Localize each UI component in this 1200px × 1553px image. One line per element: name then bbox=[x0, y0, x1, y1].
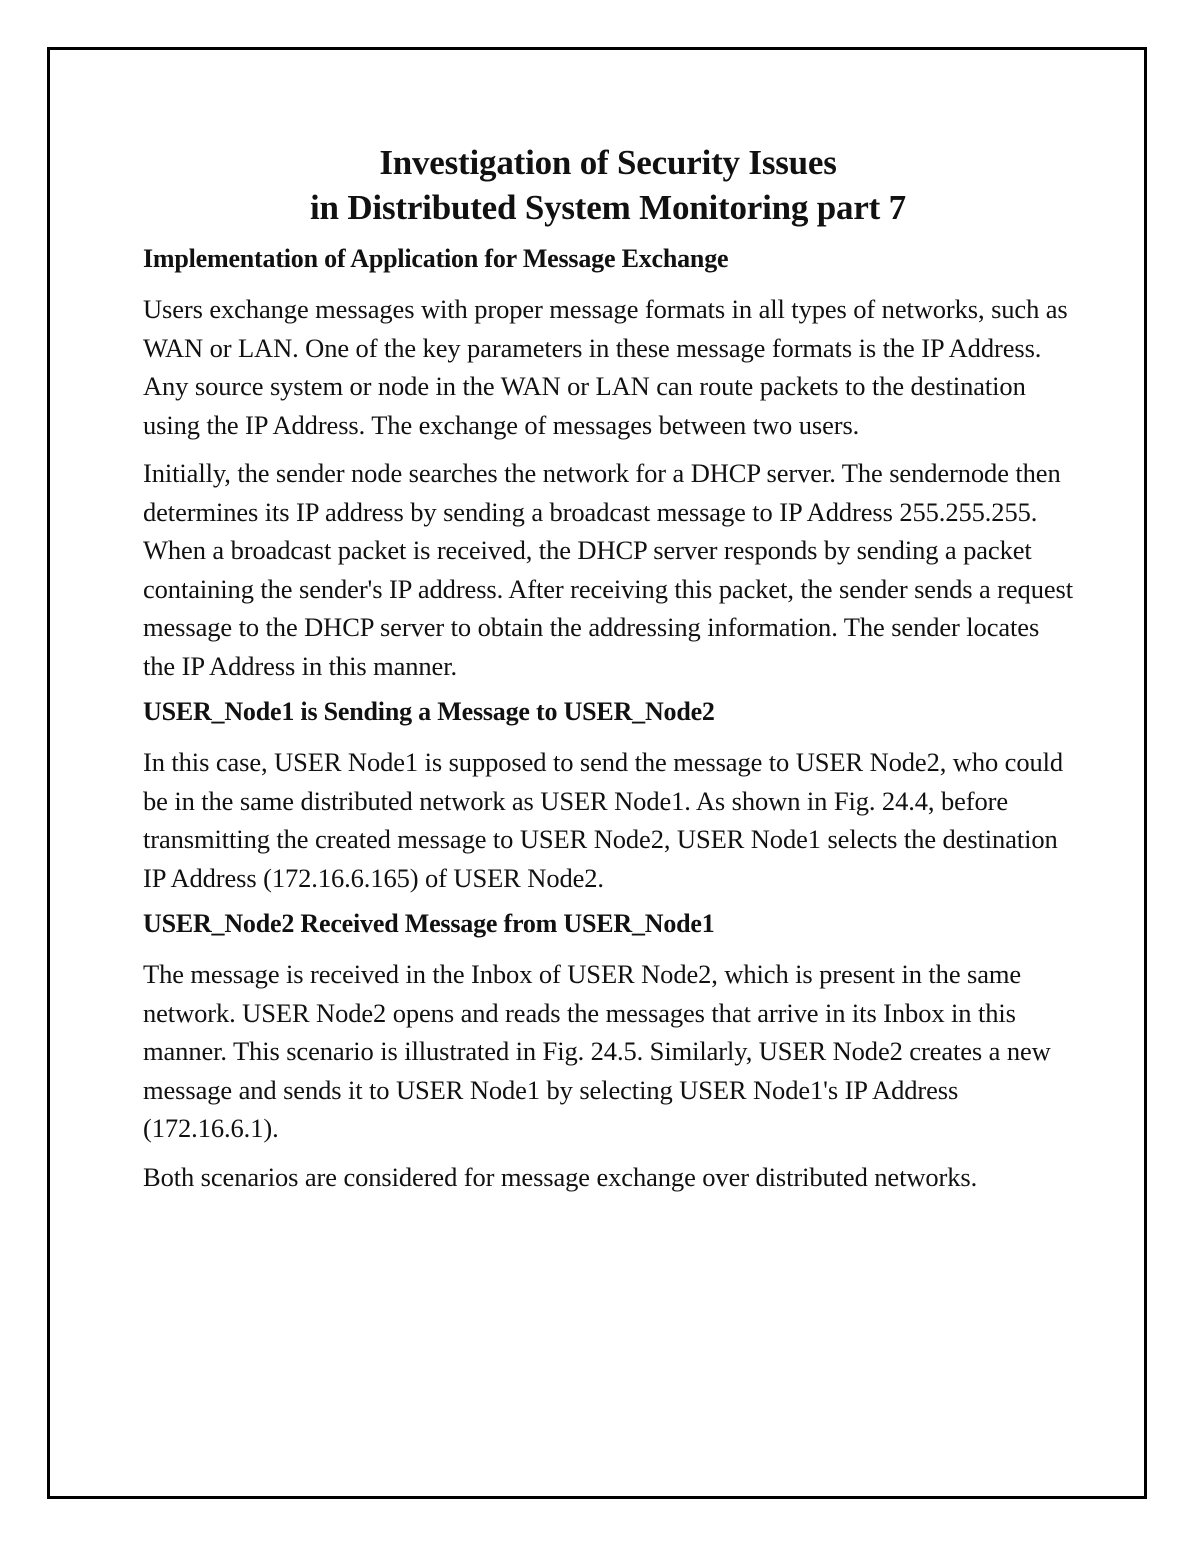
paragraph: Users exchange messages with proper message formats in all types of networks, such as WAN or LAN. One of the key parameters in these message formats is the IP Address. Any source system or node in the WAN or LAN can route packets to the destination using the IP Address. The exchange of messages between two users. bbox=[143, 294, 1068, 440]
section-heading-node2-received: USER_Node2 Received Message from USER_Node1 bbox=[143, 909, 715, 938]
title-line-1: Investigation of Security Issues bbox=[379, 143, 837, 182]
paragraph: In this case, USER Node1 is supposed to send the message to USER Node2, who could be in the same distributed network as USER Node1. As shown in Fig. 24.4, before transmitting the created message to USER Node2, USER Node1 selects the destination IP Address (172.16.6.165) of USER Node2. bbox=[143, 747, 1064, 893]
paragraph: Initially, the sender node searches the network for a DHCP server. The sendernode then determines its IP address by sending a broadcast message to IP Address 255.255.255. When a broadcast packet is received, the DHCP server responds by sending a packet containing the sender's IP address. After receiving this packet, the sender sends a request message to the DHCP server to obtain the addressing information. The sender locates the IP Address in this manner. bbox=[143, 458, 1073, 681]
document-body bbox=[143, 140, 1073, 1206]
paragraph: Both scenarios are considered for message exchange over distributed networks. bbox=[143, 1161, 978, 1192]
section-heading-implementation: Implementation of Application for Message Exchange bbox=[143, 244, 729, 273]
title-line-2: in Distributed System Monitoring part 7 bbox=[310, 188, 906, 227]
paragraph: The message is received in the Inbox of USER Node2, which is present in the same network. USER Node2 opens and reads the messages that arrive in its Inbox in this manner. This scenario is illustrated in Fig. 24.5. Similarly, USER Node2 creates a new message and sends it to USER Node1 by selecting USER Node1's IP Address (172.16.6.1). bbox=[143, 959, 1051, 1143]
page-title bbox=[143, 140, 1073, 230]
section-heading-node1-sending: USER_Node1 is Sending a Message to USER_Node2 bbox=[143, 697, 715, 726]
